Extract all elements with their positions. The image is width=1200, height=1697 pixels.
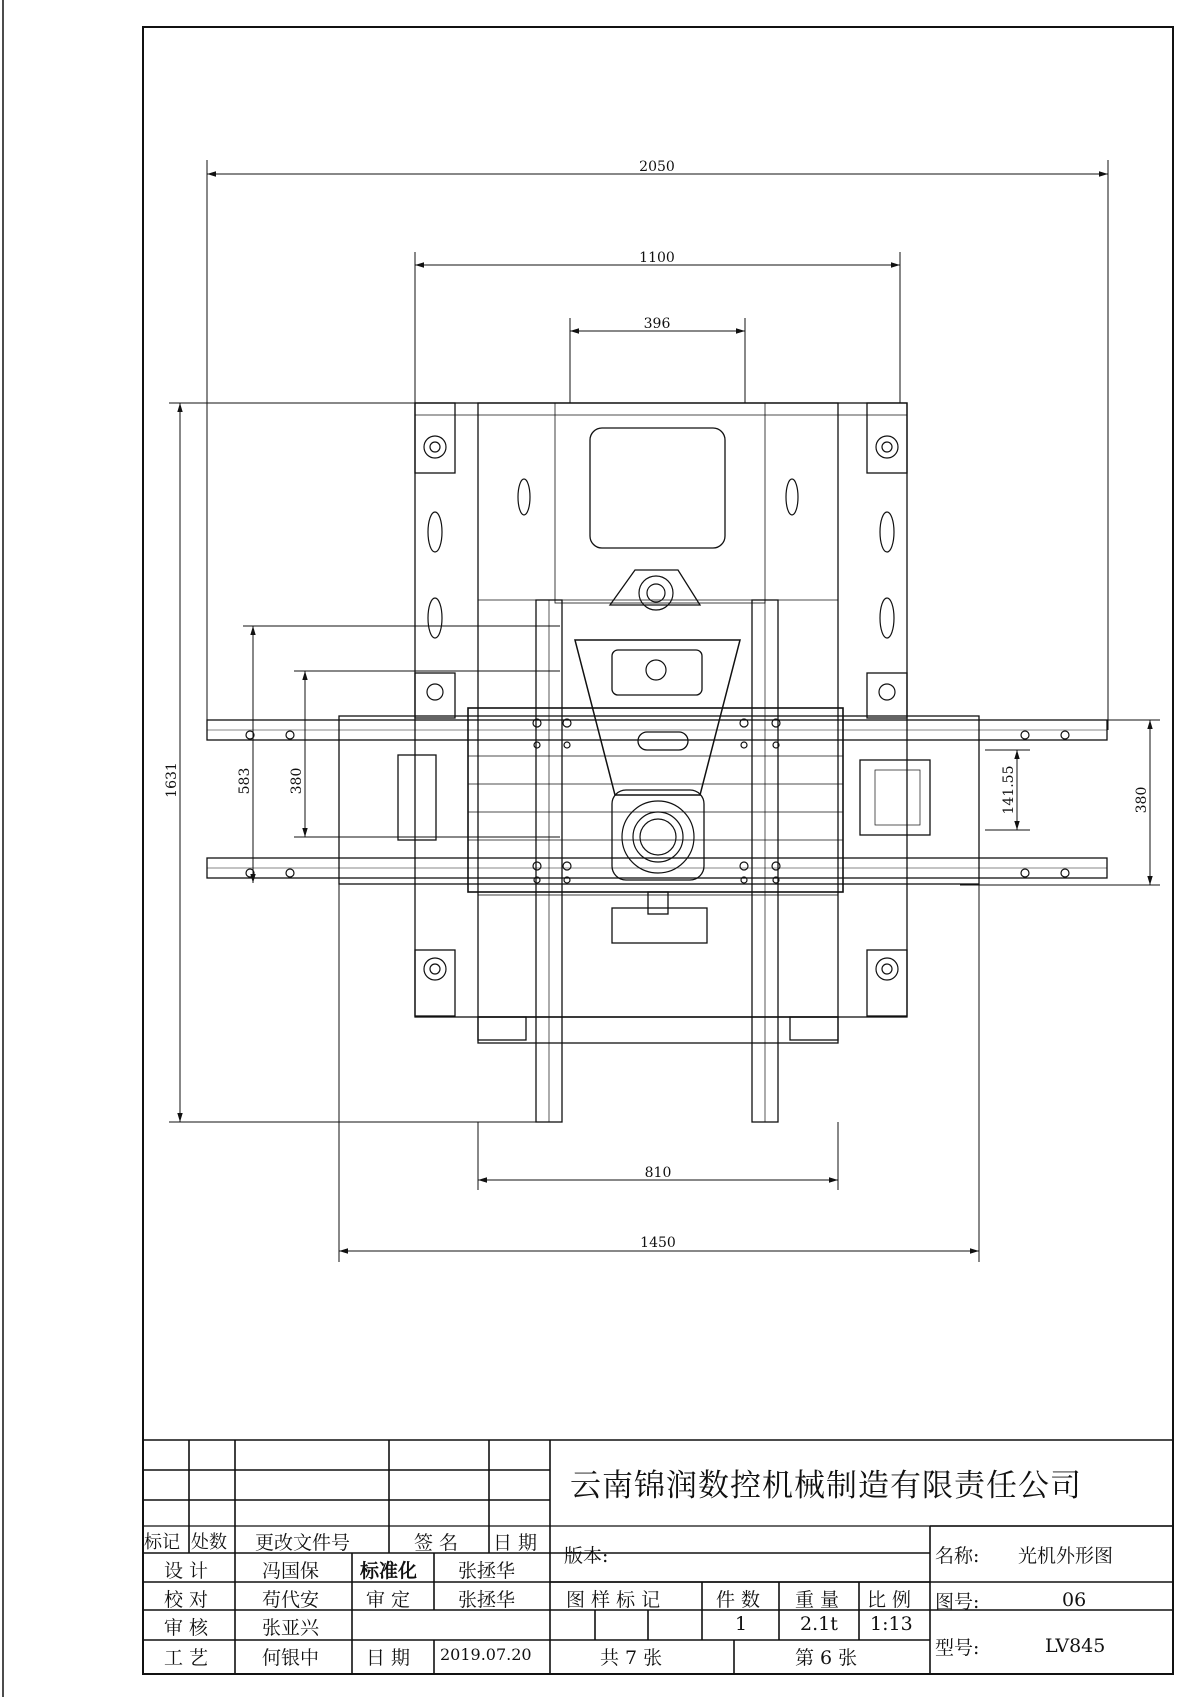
dim-rail-span-left: 583 <box>237 767 253 795</box>
role-review: 审 核 <box>164 1617 209 1639</box>
role-date-value: 2019.07.20 <box>440 1645 532 1664</box>
company-name: 云南锦润数控机械制造有限责任公司 <box>570 1468 1082 1504</box>
name-value: 光机外形图 <box>1018 1545 1114 1567</box>
header-change-doc: 更改文件号 <box>255 1532 351 1554</box>
header-date: 日 期 <box>493 1532 538 1554</box>
dim-overall-width: 2050 <box>639 159 675 175</box>
dim-overall-height: 1631 <box>164 762 180 798</box>
role-process: 工 艺 <box>164 1647 209 1669</box>
sheet-number: 第 6 张 <box>795 1647 858 1669</box>
model-value: LV845 <box>1045 1635 1106 1657</box>
scale-label: 比 例 <box>867 1589 912 1611</box>
role-approve: 审 定 <box>366 1589 411 1611</box>
model-label: 型号: <box>935 1637 980 1659</box>
dim-head-width: 396 <box>643 316 671 332</box>
scale-value: 1:13 <box>870 1613 913 1635</box>
header-count: 处数 <box>191 1532 227 1553</box>
dimension-labels <box>164 159 1150 1251</box>
role-standardization: 标准化 <box>360 1560 418 1582</box>
machine-outline <box>207 403 1107 1122</box>
header-signature: 签 名 <box>414 1532 459 1554</box>
quantity-label: 件 数 <box>716 1589 761 1611</box>
role-standardization-name: 张拯华 <box>458 1560 516 1582</box>
role-design: 设 计 <box>164 1560 209 1582</box>
drawing-no-value: 06 <box>1062 1589 1087 1611</box>
drawing-no-label: 图号: <box>935 1591 980 1613</box>
weight-value: 2.1t <box>800 1613 838 1635</box>
dim-base-width: 810 <box>644 1165 672 1181</box>
dim-table-width: 1450 <box>640 1235 676 1251</box>
role-date-label: 日 期 <box>366 1647 411 1669</box>
role-process-name: 何银中 <box>262 1647 320 1669</box>
version-label: 版本: <box>564 1545 609 1567</box>
total-sheets: 共 7 张 <box>600 1647 663 1669</box>
role-check-name: 苟代安 <box>262 1589 320 1611</box>
dim-rail-gap-right: 380 <box>1134 786 1150 814</box>
quantity-value: 1 <box>735 1613 748 1635</box>
role-design-name: 冯国保 <box>262 1560 320 1582</box>
dim-table-offset: 141.55 <box>1001 765 1017 815</box>
drawing-frame <box>143 27 1173 1674</box>
name-label: 名称: <box>935 1545 980 1567</box>
weight-label: 重 量 <box>795 1589 840 1611</box>
role-check: 校 对 <box>164 1589 209 1611</box>
dim-column-width: 1100 <box>639 250 675 266</box>
role-review-name: 张亚兴 <box>262 1617 320 1639</box>
stage-mark-label: 图 样 标 记 <box>566 1589 661 1611</box>
role-approve-name: 张拯华 <box>458 1589 516 1611</box>
dim-rail-gap-left: 380 <box>289 767 305 795</box>
header-mark: 标记 <box>144 1532 180 1553</box>
